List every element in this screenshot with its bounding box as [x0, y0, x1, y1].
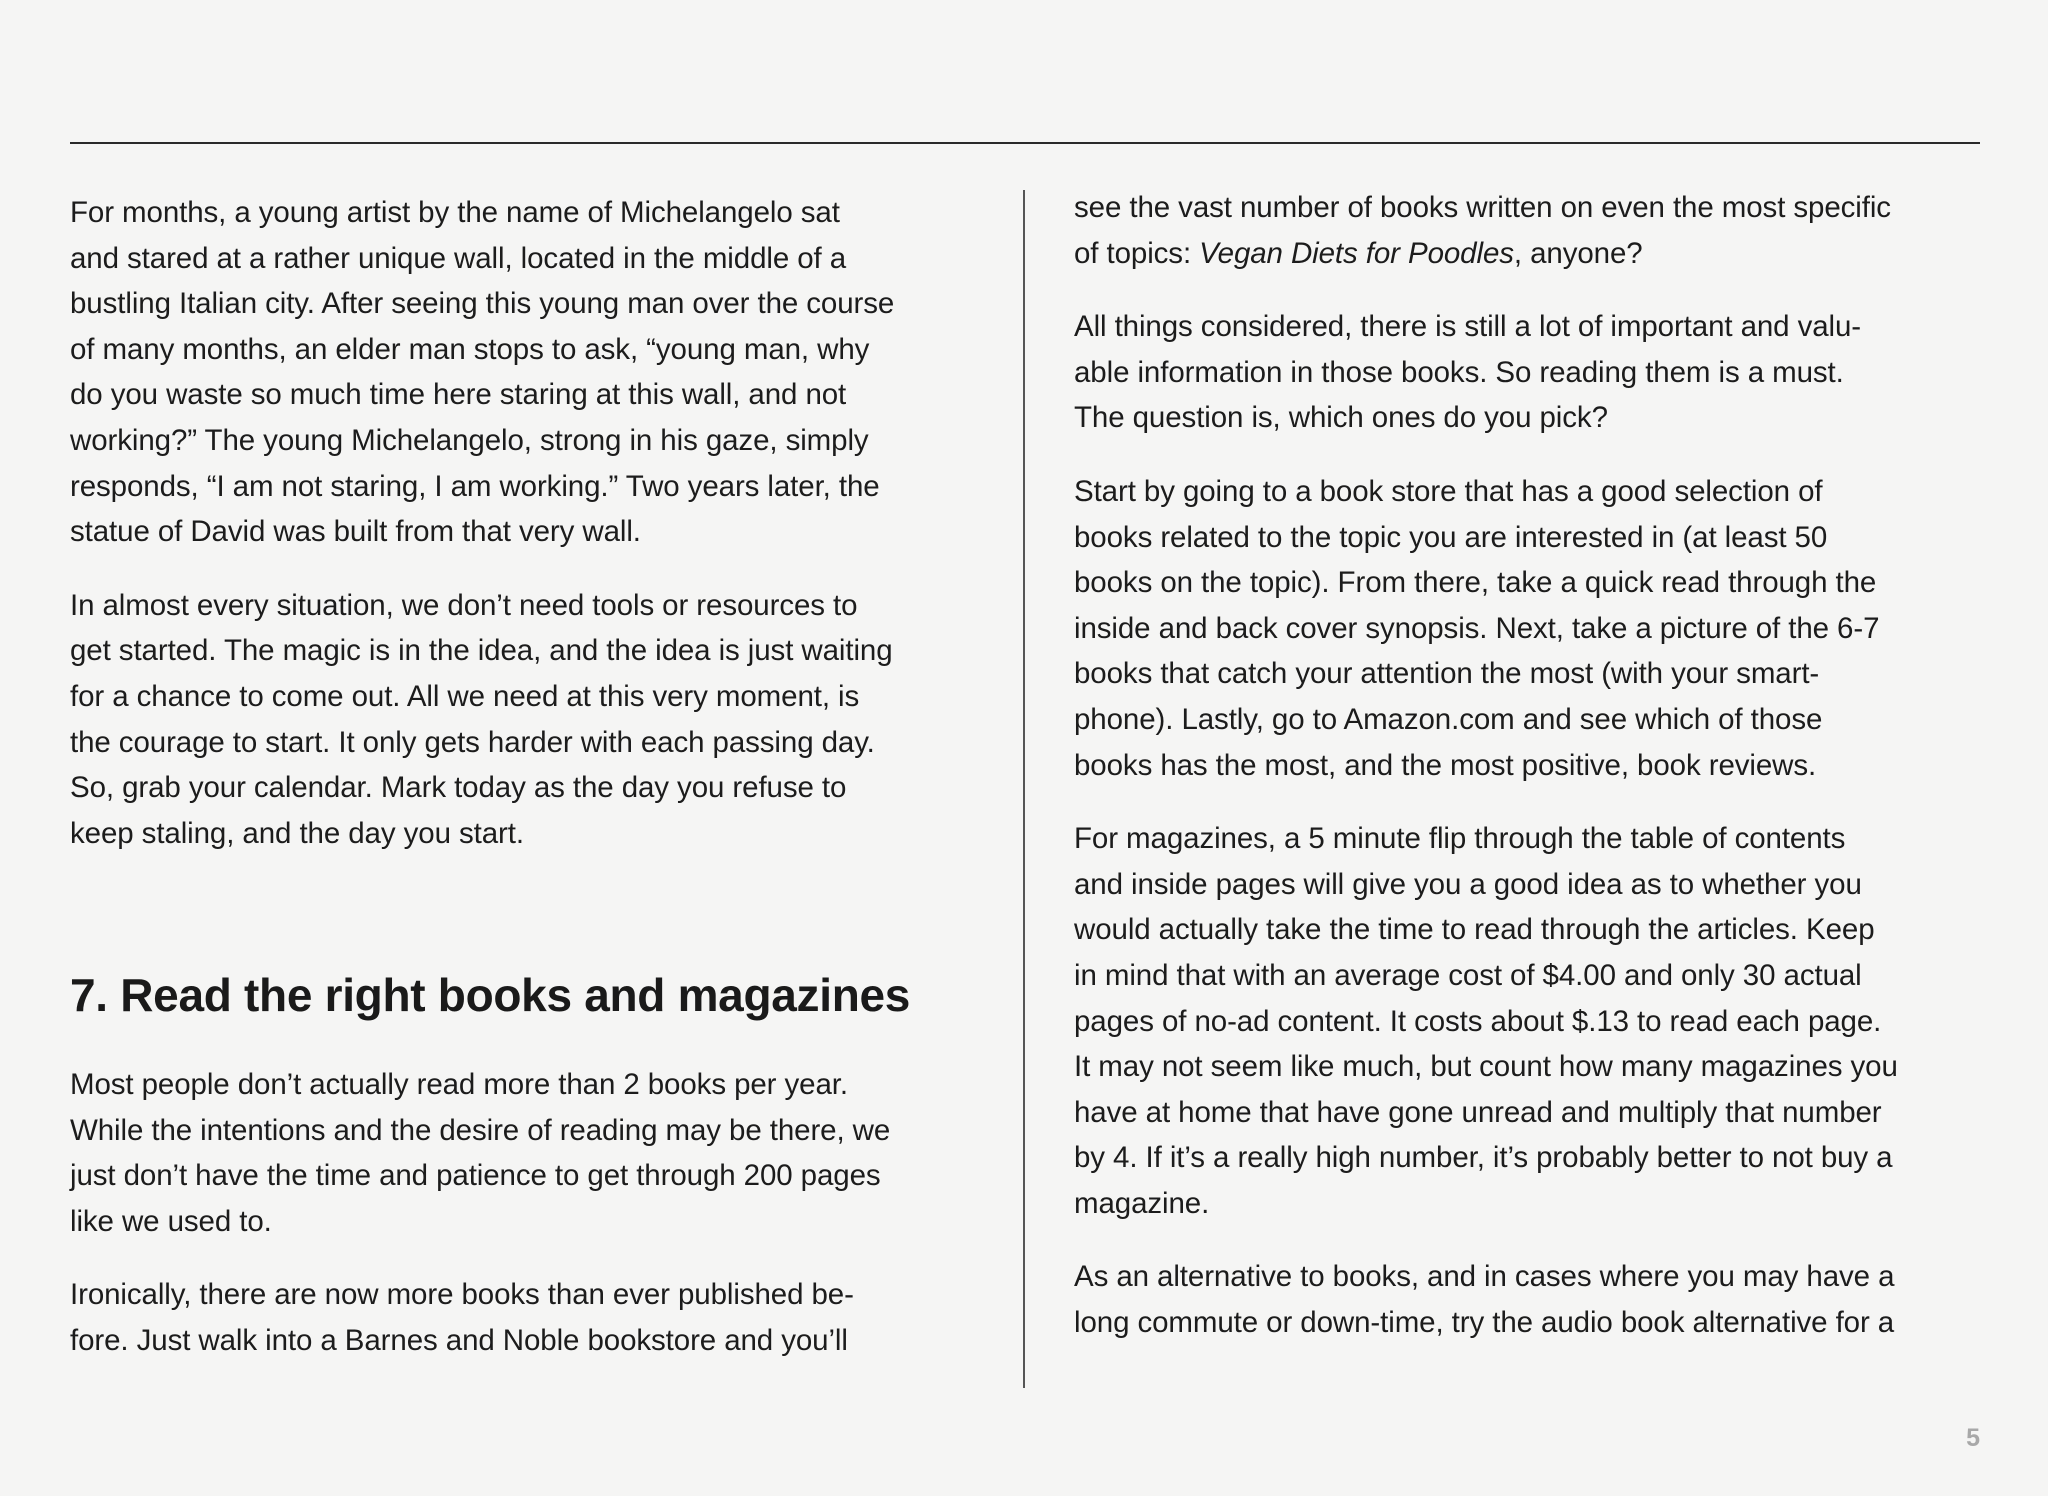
right-paragraph-4: [1074, 816, 1984, 1226]
text-line: do you waste so much time here staring at this wall, and not: [70, 378, 847, 412]
text-line: In almost every situation, we don’t need tools or resources to: [70, 588, 858, 622]
right-paragraph-2: [1074, 304, 1984, 441]
text-line: For magazines, a 5 minute flip through the table of contents: [1074, 822, 1846, 856]
text-line: All things considered, there is still a lot of important and valu-: [1074, 310, 1862, 344]
right-column: [1074, 185, 1984, 1374]
header-rule: [70, 142, 1980, 144]
text-line: The question is, which ones do you pick?: [1074, 401, 1608, 435]
text-line: of many months, an elder man stops to ask, “young man, why: [70, 332, 870, 366]
text-line: for a chance to come out. All we need at this very moment, is: [70, 679, 860, 713]
text-line: like we used to.: [70, 1204, 272, 1238]
text-fragment: , anyone?: [1513, 236, 1643, 270]
page-number: 5: [1966, 1424, 1980, 1452]
text-line: have at home that have gone unread and multiply that number: [1074, 1095, 1882, 1129]
text-line: [1074, 231, 1984, 277]
text-line: As an alternative to books, and in cases where you may have a: [1074, 1260, 1895, 1294]
text-line: Ironically, there are now more books than ever published be-: [70, 1278, 854, 1312]
text-line: long commute or down-time, try the audio book alternative for a: [1074, 1306, 1895, 1340]
text-line: fore. Just walk into a Barnes and Noble bookstore and you’ll: [70, 1323, 848, 1357]
text-line: the courage to start. It only gets harder with each passing day.: [70, 725, 875, 759]
text-line: While the intentions and the desire of reading may be there, we: [70, 1113, 891, 1147]
left-paragraph-2: [70, 583, 990, 857]
text-line: For months, a young artist by the name of Michelangelo sat: [70, 196, 840, 229]
text-line: just don’t have the time and patience to get through 200 pages: [70, 1159, 881, 1193]
text-line: magazine.: [1074, 1186, 1210, 1220]
book-title-italic: Vegan Diets for Poodles: [1199, 236, 1514, 270]
text-line: in mind that with an average cost of $4.00 and only 30 actual: [1074, 958, 1862, 992]
text-line: and stared at a rather unique wall, located in the middle of a: [70, 241, 847, 275]
text-line: able information in those books. So reading them is a must.: [1074, 355, 1844, 389]
text-line: and inside pages will give you a good idea as to whether you: [1074, 867, 1862, 901]
text-line: books related to the topic you are interested in (at least 50: [1074, 520, 1828, 554]
text-line: get started. The magic is in the idea, and the idea is just waiting: [70, 634, 893, 668]
left-paragraph-3: [70, 1062, 990, 1244]
left-column: [70, 190, 990, 884]
text-line: Start by going to a book store that has a good selection of: [1074, 474, 1823, 508]
text-line: books on the topic). From there, take a quick read through the: [1074, 566, 1877, 600]
left-paragraph-1: [70, 190, 990, 555]
text-line: would actually take the time to read through the articles. Keep: [1074, 913, 1875, 947]
text-line: bustling Italian city. After seeing this young man over the course: [70, 287, 895, 321]
left-paragraph-4: [70, 1272, 990, 1363]
text-line: see the vast number of books written on even the most specific: [1074, 191, 1891, 224]
right-paragraph-1: [1074, 185, 1984, 276]
text-line: pages of no-ad content. It costs about $.13 to read each page.: [1074, 1004, 1882, 1038]
text-line: responds, “I am not staring, I am working.” Two years later, the: [70, 469, 880, 503]
text-line: inside and back cover synopsis. Next, take a picture of the 6-7: [1074, 611, 1880, 645]
text-line: So, grab your calendar. Mark today as the day you refuse to: [70, 771, 847, 805]
text-line: by 4. If it’s a really high number, it’s probably better to not buy a: [1074, 1141, 1893, 1175]
text-line: statue of David was built from that very wall.: [70, 515, 641, 549]
left-column-lower: [70, 1062, 990, 1392]
text-line: working?” The young Michelangelo, strong in his gaze, simply: [70, 423, 869, 457]
text-line: books that catch your attention the most (with your smart-: [1074, 657, 1820, 691]
text-line: Most people don’t actually read more than 2 books per year.: [70, 1068, 848, 1101]
text-line: It may not seem like much, but count how many magazines you: [1074, 1050, 1898, 1084]
right-paragraph-3: [1074, 469, 1984, 788]
text-line: phone). Lastly, go to Amazon.com and see which of those: [1074, 702, 1823, 736]
right-paragraph-5: [1074, 1254, 1984, 1345]
column-divider: [1023, 190, 1025, 1388]
text-line: books has the most, and the most positive, book reviews.: [1074, 748, 1817, 782]
text-line: keep staling, and the day you start.: [70, 816, 524, 850]
section-heading: 7. Read the right books and magazines: [70, 969, 911, 1021]
text-fragment: of topics:: [1074, 236, 1200, 270]
